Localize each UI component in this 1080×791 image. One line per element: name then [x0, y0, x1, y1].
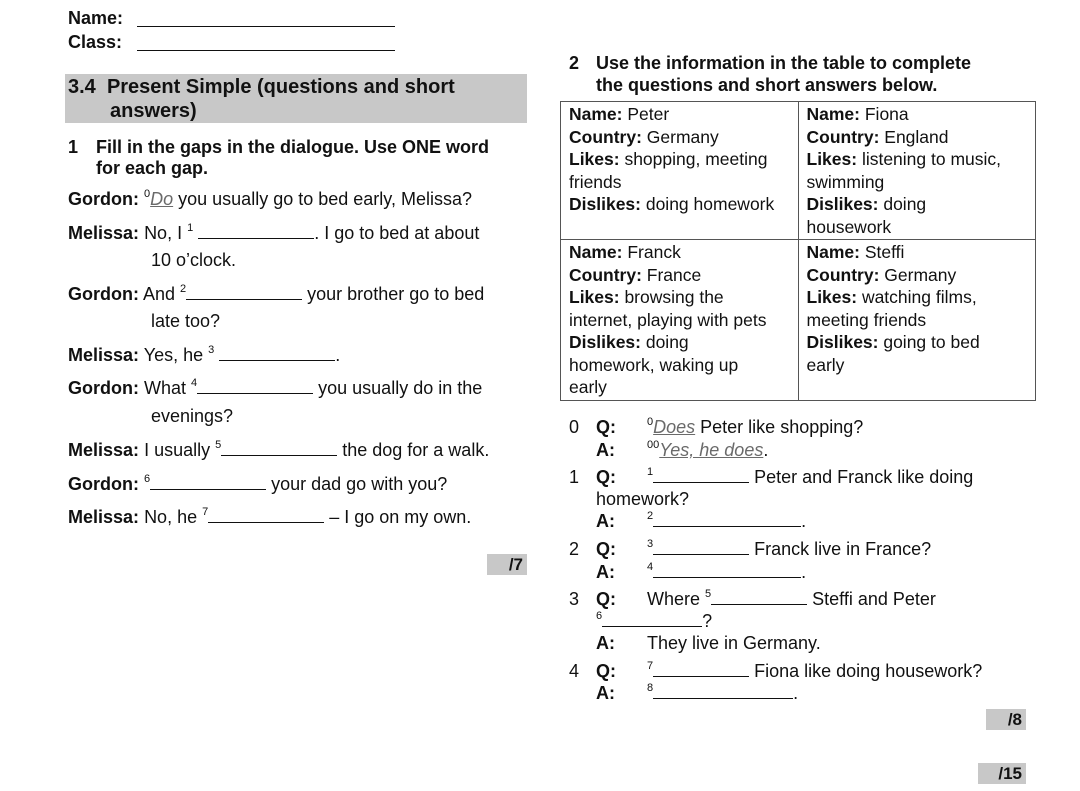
- question-1: [647, 467, 973, 488]
- gap-6-blank[interactable]: [602, 612, 702, 627]
- a-label: A:: [596, 633, 615, 653]
- dislikes-label: Dislikes:: [569, 194, 641, 214]
- dialogue-text: No, he: [144, 507, 203, 527]
- section-title-line1: Present Simple (questions and short: [106, 76, 455, 98]
- person-dislikes: going to bed: [878, 332, 980, 352]
- gap-5-blank[interactable]: [711, 590, 807, 605]
- dialogue-text: No, I: [144, 223, 188, 243]
- person-dislikes-cont: early: [569, 377, 607, 397]
- person-likes-cont: friends: [569, 171, 622, 192]
- gap-8-blank[interactable]: [653, 684, 793, 699]
- a-label: A:: [596, 511, 615, 531]
- example-answer: Do: [150, 189, 174, 209]
- person-likes-cont: meeting friends: [806, 309, 927, 330]
- person-dislikes: doing: [640, 332, 689, 352]
- info-table: [560, 101, 1036, 401]
- speaker: Gordon:: [68, 189, 139, 209]
- likes-label: Likes:: [806, 287, 858, 307]
- exercise2-instruction-line1: Use the information in the table to complete: [596, 53, 972, 73]
- class-field[interactable]: [137, 32, 395, 51]
- table-row: [561, 240, 1036, 401]
- dialogue-text: your brother go to bed: [302, 284, 485, 304]
- question-text: Peter and Franck like doing: [749, 467, 974, 487]
- exercise1-number: 1: [68, 137, 79, 157]
- dialogue-line-5: [68, 440, 489, 461]
- person-likes: browsing the: [619, 287, 724, 307]
- question-text: Franck live in France?: [749, 539, 932, 559]
- person-name: Steffi: [860, 242, 905, 262]
- dislikes-label: Dislikes:: [806, 194, 879, 214]
- name-label: Name:: [68, 8, 124, 28]
- gap-number: 0: [647, 416, 654, 428]
- dislikes-label: Dislikes:: [569, 332, 641, 352]
- example-answer: Does: [653, 417, 696, 437]
- gap-number: 7: [647, 660, 654, 672]
- dialogue-text: Yes, he: [143, 345, 209, 365]
- gap-number: 0: [144, 188, 151, 200]
- country-label: Country:: [569, 264, 642, 285]
- name-label: Name:: [806, 104, 860, 124]
- class-label: Class:: [68, 32, 123, 52]
- answer-1: $^2$ .: [647, 510, 807, 531]
- dialogue-line-6: [68, 474, 447, 495]
- question-0: [647, 417, 863, 438]
- dialogue-line-0: [68, 189, 472, 210]
- exercise2-score: /8: [986, 709, 1026, 730]
- gap-1-blank[interactable]: [198, 224, 314, 239]
- gap-6-blank[interactable]: [150, 475, 266, 490]
- gap-number: 6: [596, 610, 603, 622]
- question-text: Where: [647, 589, 706, 609]
- speaker: Melissa:: [68, 223, 140, 243]
- gap-number: 3: [208, 344, 215, 356]
- question-1-cont: homework?: [596, 489, 690, 509]
- question-text: Peter like shopping?: [695, 417, 864, 437]
- person-dislikes-cont: housework: [806, 216, 892, 237]
- gap-3-blank[interactable]: [219, 346, 335, 361]
- dialogue-text: – I go on my own.: [324, 507, 472, 527]
- gap-7-blank[interactable]: [208, 508, 324, 523]
- exercise1-instruction-line2: for each gap.: [96, 158, 209, 178]
- section-title-line2: answers): [110, 100, 197, 122]
- speaker: Melissa:: [68, 440, 140, 460]
- name-label: Name:: [569, 104, 623, 124]
- table-row: [561, 102, 1036, 240]
- gap-number: 5: [705, 588, 712, 600]
- gap-number: 3: [647, 538, 654, 550]
- item-number: 1: [569, 467, 580, 487]
- dialogue-line-4: [68, 378, 482, 399]
- question-text: Fiona like doing housework?: [749, 661, 983, 681]
- answer-3: They live in Germany.: [647, 633, 821, 653]
- q-label: Q:: [596, 661, 616, 681]
- q-label: Q:: [596, 417, 616, 437]
- exercise2-number: 2: [569, 53, 580, 73]
- item-number: 3: [569, 589, 580, 609]
- country-label: Country:: [806, 126, 880, 147]
- person-likes: watching films,: [857, 287, 977, 307]
- dialogue-text: you usually go to bed early, Melissa?: [173, 189, 472, 209]
- dialogue-line-7: [68, 507, 471, 528]
- country-label: Country:: [806, 264, 880, 285]
- item-number: 2: [569, 539, 580, 559]
- gap-5-blank[interactable]: [221, 441, 337, 456]
- likes-label: Likes:: [569, 287, 620, 307]
- person-likes-cont: internet, playing with pets: [569, 309, 767, 330]
- q-label: Q:: [596, 539, 616, 559]
- table-cell-fiona: [798, 102, 1036, 240]
- speaker: Melissa:: [68, 507, 140, 527]
- question-3-cont: [596, 611, 712, 632]
- item-number: 4: [569, 661, 580, 681]
- exercise2-instruction-line2: the questions and short answers below.: [596, 75, 938, 95]
- gap-2-blank[interactable]: [653, 512, 801, 527]
- a-label: A:: [596, 562, 615, 582]
- table-cell-peter: [561, 102, 799, 240]
- person-country: Germany: [641, 126, 719, 147]
- item-number: 0: [569, 417, 580, 437]
- person-likes: shopping, meeting: [619, 149, 768, 169]
- speaker: Gordon:: [68, 378, 139, 398]
- gap-7-blank[interactable]: [653, 662, 749, 677]
- gap-number: 2: [647, 510, 654, 522]
- question-3: [647, 589, 936, 610]
- person-country: England: [879, 126, 949, 147]
- person-dislikes: doing homework: [640, 194, 775, 214]
- person-name: Fiona: [860, 104, 909, 124]
- dialogue-line-1-cont: 10 o’clock.: [151, 250, 237, 270]
- country-label: Country:: [569, 126, 642, 147]
- name-label: Name:: [806, 242, 860, 262]
- likes-label: Likes:: [806, 149, 858, 169]
- gap-number: 1: [187, 222, 194, 234]
- gap-number: 7: [202, 506, 209, 518]
- person-dislikes: doing: [878, 194, 927, 214]
- gap-number: 4: [191, 377, 198, 389]
- dialogue-line-1: [68, 223, 479, 244]
- person-name: Franck: [622, 242, 681, 262]
- dislikes-label: Dislikes:: [806, 332, 879, 352]
- example-answer: Yes, he does: [659, 440, 764, 460]
- person-dislikes-cont: early: [806, 354, 845, 375]
- likes-label: Likes:: [569, 149, 620, 169]
- gap-2-blank[interactable]: [186, 285, 302, 300]
- dialogue-text: And: [143, 284, 181, 304]
- gap-1-blank[interactable]: [653, 468, 749, 483]
- question-text: Steffi and Peter: [807, 589, 936, 609]
- person-name: Peter: [622, 104, 670, 124]
- gap-number: 2: [180, 283, 187, 295]
- dialogue-line-4-cont: evenings?: [151, 406, 234, 426]
- question-text: ?: [702, 611, 713, 631]
- answer-4: $^8$ .: [647, 682, 799, 703]
- name-label: Name:: [569, 242, 623, 262]
- person-country: France: [641, 264, 702, 285]
- a-label: A:: [596, 440, 615, 460]
- gap-number: 6: [144, 473, 151, 485]
- gap-number: 5: [215, 439, 222, 451]
- section-number: 3.4: [68, 76, 96, 98]
- speaker: Melissa:: [68, 345, 140, 365]
- person-country: Germany: [879, 264, 957, 285]
- q-label: Q:: [596, 467, 616, 487]
- gap-number: 00: [647, 439, 660, 451]
- answer-0: $^{00}$Yes, he does.: [647, 439, 769, 460]
- gap-4-blank[interactable]: [197, 379, 313, 394]
- person-likes: listening to music,: [857, 149, 1002, 169]
- dialogue-text: the dog for a walk.: [337, 440, 490, 460]
- table-cell-steffi: [798, 240, 1036, 401]
- name-field[interactable]: [137, 8, 395, 27]
- dialogue-text: .: [335, 345, 341, 365]
- section-title: [68, 75, 455, 123]
- speaker: Gordon:: [68, 284, 139, 304]
- table-cell-franck: [561, 240, 799, 401]
- person-dislikes-cont: homework, waking up: [569, 354, 739, 375]
- speaker: Gordon:: [68, 474, 139, 494]
- dialogue-text: your dad go with you?: [266, 474, 448, 494]
- question-2: [647, 539, 931, 560]
- dialogue-text: What: [144, 378, 192, 398]
- dialogue-text: you usually do in the: [313, 378, 483, 398]
- dialogue-line-3: [68, 345, 340, 366]
- answer-2: $^4$ .: [647, 561, 807, 582]
- dialogue-line-2: [68, 284, 484, 305]
- exercise1-score: /7: [487, 554, 527, 575]
- gap-4-blank[interactable]: [653, 563, 801, 578]
- q-label: Q:: [596, 589, 616, 609]
- dialogue-line-2-cont: late too?: [151, 311, 221, 331]
- person-likes-cont: swimming: [806, 171, 885, 192]
- gap-number: 1: [647, 466, 654, 478]
- exercise1-instruction-line1: Fill in the gaps in the dialogue. Use ONE word: [96, 137, 490, 157]
- dialogue-text: . I go to bed at about: [314, 223, 480, 243]
- dialogue-text: I usually: [144, 440, 216, 460]
- gap-number: 4: [647, 561, 654, 573]
- gap-3-blank[interactable]: [653, 540, 749, 555]
- a-label: A:: [596, 683, 615, 703]
- total-score: /15: [978, 763, 1026, 784]
- question-4: [647, 661, 982, 682]
- gap-number: 8: [647, 682, 654, 694]
